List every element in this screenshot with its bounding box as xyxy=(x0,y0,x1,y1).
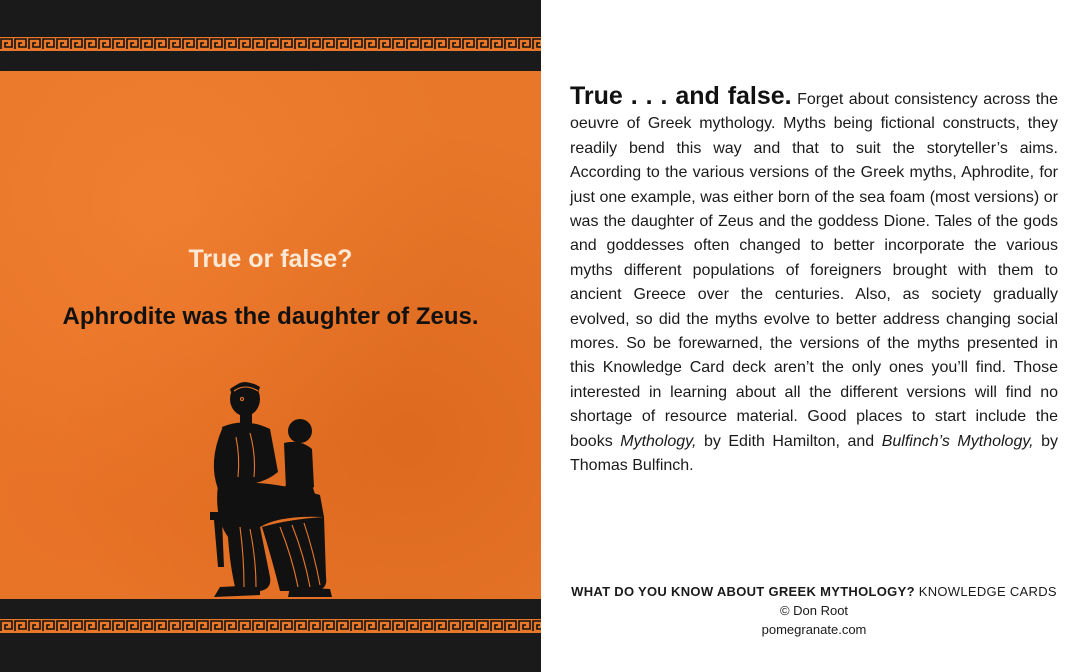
answer-text-part-1: Forget about consistency across the oeuvre of Greek mythology. Myths being fictional constructs, they readily bend this way and that to suit the storyteller’s aims. According to the various versions of the Greek myths, Aphrodite, for just one example, was either born of the sea foam (most versions) or was the daughter of Zeus and the goddess Dione. Tales of the gods and goddesses often changed to better incorporate the various myths different populations of foreigners brought with them to ancient Greece over the centuries. Also, as society gradually evolved, so did the myths evolve to better address changing social mores. So be forewarned, the versions of the myths presented in this Knowledge Card deck aren’t the only ones you’ll find. Those interested in learning about all the different versions will find no shortage of resource material. Good places to start include the books xyxy=(570,91,1059,450)
copyright: © Don Root xyxy=(779,603,849,618)
question-panel xyxy=(0,71,541,599)
book-title-mythology: Mythology, xyxy=(620,432,697,450)
card-front xyxy=(0,0,541,672)
top-dark-strip xyxy=(0,0,541,37)
top-dark-stripe xyxy=(0,51,541,71)
answer-lead: True . . . and false. xyxy=(570,82,792,110)
deck-title-line xyxy=(570,582,1058,601)
card-back xyxy=(543,0,1085,672)
card-credits xyxy=(570,582,1058,639)
greek-key-border-bottom xyxy=(0,619,541,633)
publisher-website: pomegranate.com xyxy=(761,622,867,637)
deck-title: WHAT DO YOU KNOW ABOUT GREEK MYTHOLOGY? xyxy=(571,584,915,599)
deck-suffix: KNOWLEDGE CARDS xyxy=(914,584,1057,599)
greek-key-border-top xyxy=(0,37,541,51)
question-text: Aphrodite was the daughter of Zeus. xyxy=(62,303,479,330)
answer-text-part-2: by Edith Hamilton, and xyxy=(696,432,882,450)
bottom-dark-stripe xyxy=(0,599,541,619)
book-title-bulfinch: Bulfinch’s Mythology, xyxy=(881,432,1034,450)
answer-paragraph xyxy=(570,84,1058,479)
woman-with-child-illustration xyxy=(200,377,345,604)
question-label: True or false? xyxy=(188,245,353,273)
answer-text-part-3: by Thomas Bulfinch. xyxy=(570,432,1059,475)
bottom-dark-strip xyxy=(0,633,541,672)
